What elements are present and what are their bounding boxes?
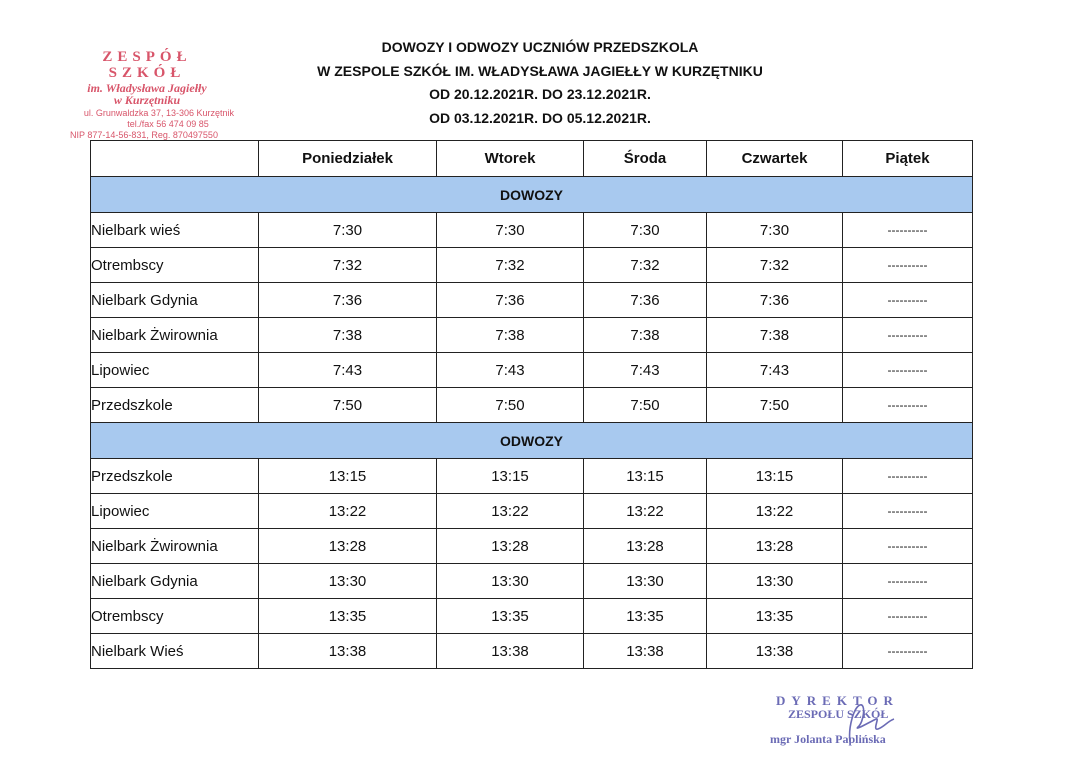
table-row (91, 529, 973, 564)
time-cell-empty: ---------- (843, 318, 973, 353)
time-cell: 7:50 (707, 388, 843, 423)
signature-school: ZESPOŁU SZKÓŁ (788, 707, 889, 721)
time-cell: 13:22 (259, 494, 437, 529)
time-cell: 7:50 (437, 388, 584, 423)
section-odwozy (91, 423, 973, 459)
section-dowozy (91, 177, 973, 213)
stop-name: Otrembscy (91, 599, 259, 634)
header-monday: Poniedziałek (259, 141, 437, 177)
time-cell: 7:36 (437, 283, 584, 318)
time-cell: 7:43 (259, 353, 437, 388)
time-cell: 7:30 (259, 213, 437, 248)
header-friday: Piątek (843, 141, 973, 177)
time-cell: 7:30 (437, 213, 584, 248)
time-cell: 13:30 (584, 564, 707, 599)
time-cell: 13:15 (437, 459, 584, 494)
time-cell: 7:32 (437, 248, 584, 283)
time-cell-empty: ---------- (843, 529, 973, 564)
time-cell-empty: ---------- (843, 564, 973, 599)
stop-name: Lipowiec (91, 494, 259, 529)
title-line-1: DOWOZY I ODWOZY UCZNIÓW PRZEDSZKOLA (381, 39, 699, 55)
table-row (91, 634, 973, 669)
signature-name: mgr Jolanta Paplińska (770, 732, 886, 746)
time-cell: 13:22 (584, 494, 707, 529)
time-cell: 13:28 (584, 529, 707, 564)
table-row (91, 248, 973, 283)
time-cell: 13:28 (707, 529, 843, 564)
table-row (91, 494, 973, 529)
time-cell: 13:22 (707, 494, 843, 529)
time-cell: 13:35 (584, 599, 707, 634)
stamp-town: w Kurzętniku (113, 93, 181, 108)
header-row (91, 141, 973, 177)
time-cell: 7:32 (259, 248, 437, 283)
schedule-table (90, 140, 973, 669)
time-cell: 13:38 (584, 634, 707, 669)
time-cell: 13:30 (707, 564, 843, 599)
time-cell: 13:15 (584, 459, 707, 494)
stamp-nip: NIP 877-14-56-831, Reg. 870497550 (70, 129, 218, 140)
table-row (91, 564, 973, 599)
header-thursday: Czwartek (707, 141, 843, 177)
section-odwozy-label: ODWOZY (91, 423, 973, 459)
stamp-patron: im. Władysława Jagiełły (87, 80, 207, 95)
header-tuesday: Wtorek (437, 141, 584, 177)
time-cell: 7:30 (584, 213, 707, 248)
time-cell: 13:38 (707, 634, 843, 669)
time-cell: 13:22 (437, 494, 584, 529)
time-cell-empty: ---------- (843, 634, 973, 669)
time-cell: 7:32 (707, 248, 843, 283)
director-signature-stamp (770, 693, 950, 747)
title-line-2: W ZESPOLE SZKÓŁ IM. WŁADYSŁAWA JAGIEŁŁY W KURZĘTNIKU (317, 62, 763, 79)
time-cell: 13:30 (259, 564, 437, 599)
time-cell: 7:50 (584, 388, 707, 423)
time-cell-empty: ---------- (843, 283, 973, 318)
stop-name: Przedszkole (91, 459, 259, 494)
time-cell: 13:28 (259, 529, 437, 564)
stop-name: Otrembscy (91, 248, 259, 283)
stop-name: Nielbark Gdynia (91, 283, 259, 318)
signature-title: DYREKTOR (776, 693, 899, 708)
stop-name: Lipowiec (91, 353, 259, 388)
time-cell: 7:38 (584, 318, 707, 353)
time-cell-empty: ---------- (843, 213, 973, 248)
table-row (91, 318, 973, 353)
time-cell: 7:30 (707, 213, 843, 248)
time-cell: 7:50 (259, 388, 437, 423)
table-row (91, 599, 973, 634)
time-cell-empty: ---------- (843, 388, 973, 423)
section-dowozy-label: DOWOZY (91, 177, 973, 213)
time-cell: 7:43 (437, 353, 584, 388)
stop-name: Przedszkole (91, 388, 259, 423)
table-row (91, 213, 973, 248)
time-cell: 7:38 (437, 318, 584, 353)
time-cell: 7:43 (707, 353, 843, 388)
stop-name: Nielbark Gdynia (91, 564, 259, 599)
stop-name: Nielbark Wieś (91, 634, 259, 669)
school-stamp (62, 50, 242, 140)
table-row (91, 283, 973, 318)
header-wednesday: Środa (584, 141, 707, 177)
time-cell: 13:35 (707, 599, 843, 634)
stop-name: Nielbark Żwirownia (91, 529, 259, 564)
title-line-3: OD 20.12.2021R. DO 23.12.2021R. (429, 86, 651, 102)
stamp-phone: tel./fax 56 474 09 85 (127, 119, 209, 130)
time-cell: 7:36 (584, 283, 707, 318)
time-cell: 7:38 (259, 318, 437, 353)
time-cell-empty: ---------- (843, 248, 973, 283)
time-cell-empty: ---------- (843, 353, 973, 388)
time-cell: 13:38 (437, 634, 584, 669)
time-cell: 7:36 (707, 283, 843, 318)
stamp-address: ul. Grunwaldzka 37, 13-306 Kurzętnik (83, 107, 234, 118)
time-cell-empty: ---------- (843, 599, 973, 634)
stop-name: Nielbark wieś (91, 213, 259, 248)
time-cell: 7:43 (584, 353, 707, 388)
table-row (91, 459, 973, 494)
time-cell-empty: ---------- (843, 494, 973, 529)
header-stop (91, 141, 259, 177)
stamp-school-name: ZESPÓŁ SZKÓŁ (102, 49, 192, 81)
handwritten-signature-icon (820, 697, 900, 747)
document-title (290, 36, 790, 130)
table-row (91, 388, 973, 423)
time-cell: 13:35 (437, 599, 584, 634)
time-cell-empty: ---------- (843, 459, 973, 494)
time-cell: 13:30 (437, 564, 584, 599)
time-cell: 7:36 (259, 283, 437, 318)
time-cell: 13:15 (707, 459, 843, 494)
time-cell: 13:15 (259, 459, 437, 494)
table-row (91, 353, 973, 388)
time-cell: 7:38 (707, 318, 843, 353)
title-line-4: OD 03.12.2021R. DO 05.12.2021R. (429, 109, 651, 126)
time-cell: 13:38 (259, 634, 437, 669)
time-cell: 13:35 (259, 599, 437, 634)
stop-name: Nielbark Żwirownia (91, 318, 259, 353)
time-cell: 13:28 (437, 529, 584, 564)
time-cell: 7:32 (584, 248, 707, 283)
